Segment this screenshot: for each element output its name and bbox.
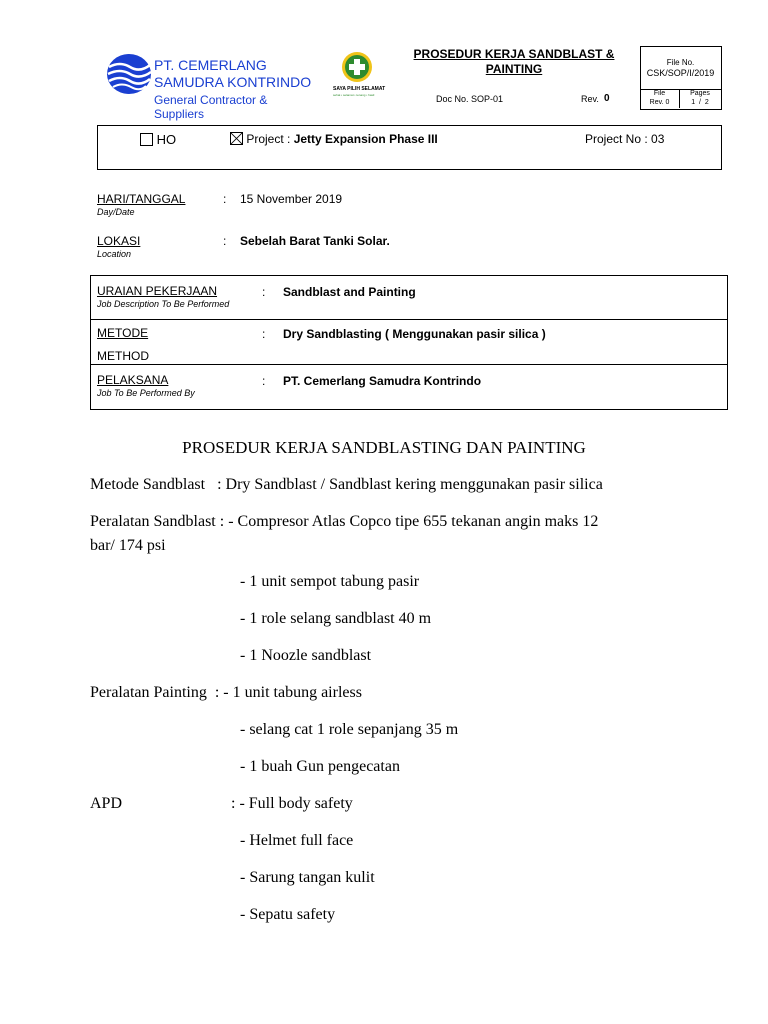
method-line: Metode Sandblast : Dry Sandblast / Sandblast kering menggunakan pasir silica [90,476,603,493]
document-title-line1: PROSEDUR KERJA SANDBLAST & [413,47,615,61]
sandblast-item-1: - 1 unit sempot tabung pasir [240,573,420,590]
pages-value: 1 / 2 [691,99,709,106]
location-colon: : [223,234,227,248]
location-label: LOKASI [97,234,141,248]
apd-item-2: - Sarung tangan kulit [240,869,375,886]
job-value: Sandblast and Painting [283,285,416,299]
job-sublabel: Job Description To Be Performed [97,299,230,309]
sandblast-tools-line1: Peralatan Sandblast : - Compresor Atlas Copco tipe 655 tekanan angin maks 12 [90,513,599,530]
document-title-line2: PAINTING [485,62,543,76]
file-no-value: CSK/SOP/I/2019 [646,68,715,78]
company-sub-line2: Suppliers [154,107,205,121]
company-sub-line1: General Contractor & [154,93,268,107]
rev-label: Rev. [581,94,599,104]
painting-item-2: - 1 buah Gun pengecatan [240,758,400,775]
job-label: URAIAN PEKERJAAN [97,284,218,298]
method-colon: : [262,327,266,341]
sandblast-tools-line2: bar/ 174 psi [90,537,166,554]
sandblast-item-2: - 1 role selang sandblast 40 m [240,610,432,627]
date-value: 15 November 2019 [240,192,343,206]
ho-checkbox[interactable] [140,133,153,146]
project-value: Jetty Expansion Phase III [293,132,438,146]
company-name-line2: SAMUDRA KONTRINDO [154,74,312,90]
sandblast-item-3: - 1 Noozle sandblast [240,647,372,664]
ho-option[interactable] [140,132,176,147]
file-rev: Rev. 0 [649,99,670,106]
painting-item-1: - selang cat 1 role sepanjang 35 m [240,721,459,738]
seal-subtext: sehat • selamat • tenang • hasil [333,93,375,97]
safety-seal-icon [338,50,376,86]
location-value: Sebelah Barat Tanki Solar. [240,234,390,248]
apd-line: : - Full body safety [231,795,353,812]
file-no-label: File No. [666,58,695,67]
date-label: HARI/TANGGAL [97,192,186,206]
file-label: File [653,90,666,97]
doc-number: Doc No. SOP-01 [436,94,504,104]
seal-text: SAYA PILIH SELAMAT [333,86,386,92]
project-label: Project : [246,132,291,146]
apd-item-3: - Sepatu safety [240,906,336,923]
rev-value: 0 [604,93,610,104]
method-label: METODE [97,326,149,340]
location-sublabel: Location [97,249,132,259]
project-option[interactable] [230,132,438,146]
ho-label: HO [156,132,177,147]
executor-label: PELAKSANA [97,373,169,387]
painting-tools-line: Peralatan Painting : - 1 unit tabung airless [90,684,362,701]
procedure-heading: PROSEDUR KERJA SANDBLASTING DAN PAINTING [182,438,586,457]
company-name-line1: PT. CEMERLANG [154,57,267,73]
executor-value: PT. Cemerlang Samudra Kontrindo [283,374,482,388]
method-value: Dry Sandblasting ( Menggunakan pasir silica ) [283,327,546,341]
method-sublabel: METHOD [97,349,149,363]
job-colon: : [262,285,266,299]
apd-label: APD [90,795,123,812]
executor-sublabel: Job To Be Performed By [97,388,195,398]
date-sublabel: Day/Date [97,207,135,217]
project-number: Project No : 03 [585,132,665,146]
apd-item-1: - Helmet full face [240,832,354,849]
project-checkbox-checked[interactable] [230,132,243,145]
pages-label: Pages [690,90,710,97]
executor-colon: : [262,374,266,388]
date-colon: : [223,192,227,206]
company-logo [106,53,152,95]
